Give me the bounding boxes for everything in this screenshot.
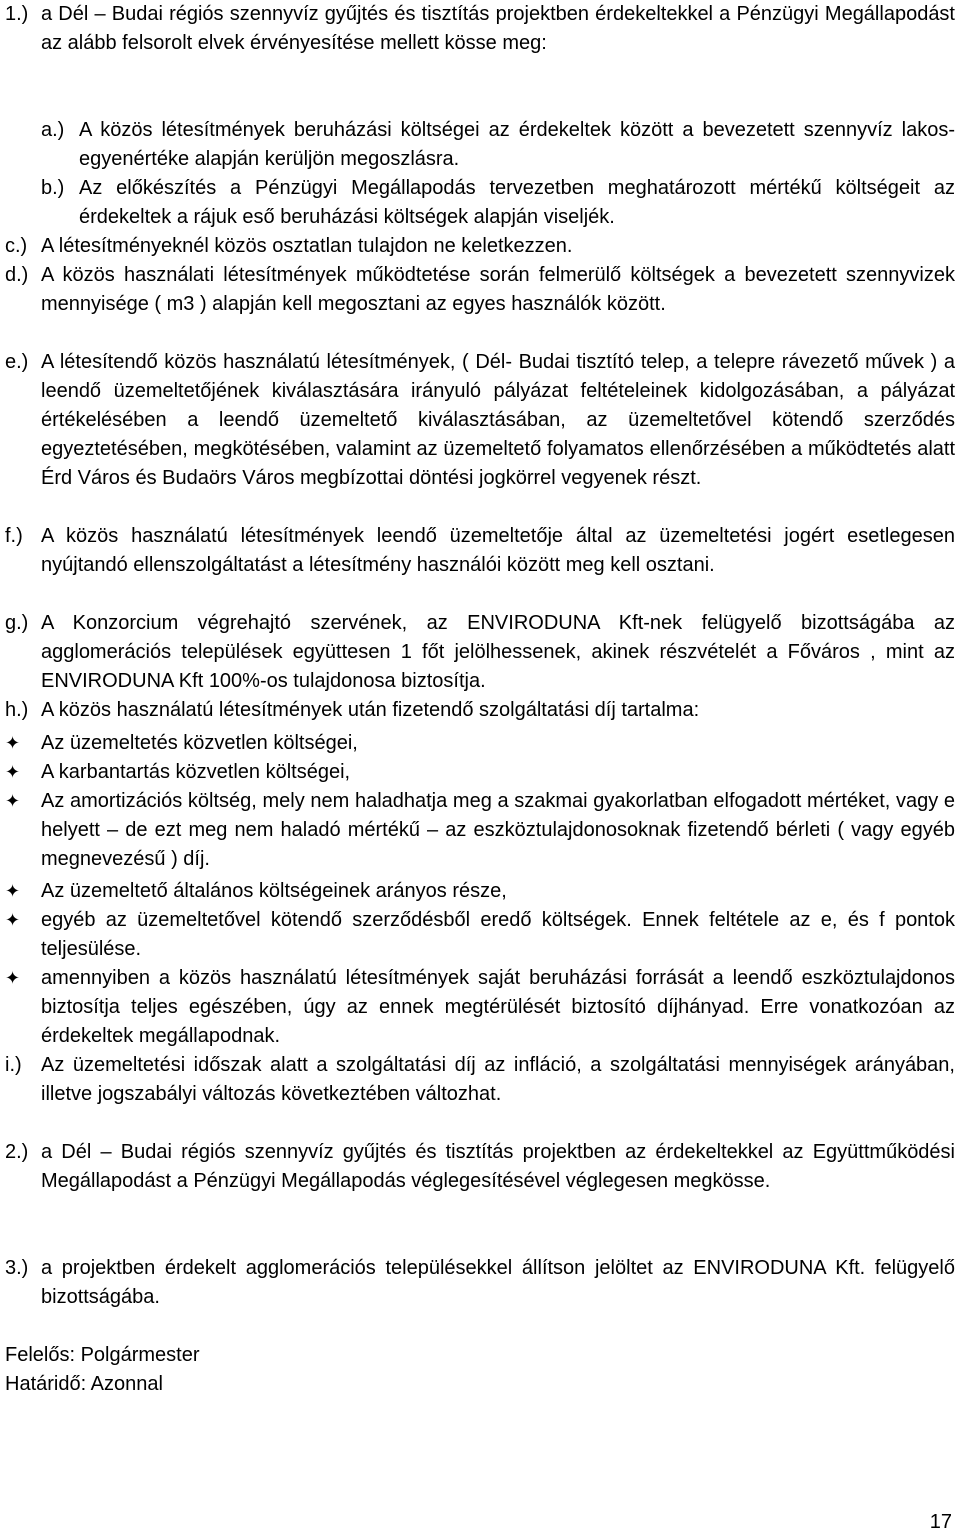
item-text: A közös használatú létesítmények leendő üzemeltetője által az üzemeltetési jogért esetlegesen nyújtandó ellenszolgáltatást a létesítmény használói között meg kell osztani. bbox=[41, 525, 955, 576]
diamond-bullet-icon: ✦ bbox=[5, 733, 21, 753]
bullet-text: Az üzemeltető általános költségeinek arányos része, bbox=[41, 880, 507, 902]
item-text: A létesítendő közös használatú létesítmények, ( Dél- Budai tisztító telep, a telepre rávezető művek ) a leendő üzemeltetőjének kiválasztására irányuló pályázat feltételeinek kidolgozásában, a pályázat értékelésében a leendő üzemeltető kiválasztásában, az üzemeltetővel kötendő szerződés egyeztetésében, megkötésében, valamint az üzemeltető folyamatos ellenőrzésében a működtetés alatt Érd Város és Budaörs Város megbízottai döntési jogkörrel vegyenek részt. bbox=[41, 351, 955, 489]
diamond-bullet-icon: ✦ bbox=[5, 968, 21, 988]
point-2-number: 2.) bbox=[5, 1141, 29, 1163]
item-d bbox=[5, 261, 955, 319]
item-text: A közös létesítmények beruházási költségei az érdekeltek között a bevezetett szennyvíz lakos-egyenértéke alapján kerüljön megoszlásra. bbox=[79, 119, 955, 170]
item-e bbox=[5, 348, 955, 493]
item-label: c.) bbox=[5, 235, 28, 257]
item-text: A közös használati létesítmények működtetése során felmerülő költségek a bevezetett szennyvizek mennyisége ( m3 ) alapján kell megosztani az egyes használók között. bbox=[41, 264, 955, 315]
bullet-item bbox=[5, 787, 955, 874]
item-g bbox=[5, 609, 955, 696]
page-number: 17 bbox=[929, 1511, 952, 1533]
item-text: A Konzorcium végrehajtó szervének, az ENVIRODUNA Kft-nek felügyelő bizottságába az agglomerációs települések együttesen 1 főt jelölhessenek, akinek részvételét a Főváros , mint az ENVIRODUNA Kft 100%-os tulajdonosa biztosítja. bbox=[41, 612, 955, 692]
item-label: i.) bbox=[5, 1054, 22, 1076]
bullet-text: A karbantartás közvetlen költségei, bbox=[41, 761, 351, 783]
point-1-number: 1.) bbox=[5, 3, 29, 25]
bullet-item bbox=[5, 964, 955, 1051]
item-label: d.) bbox=[5, 264, 29, 286]
bullet-item bbox=[5, 758, 955, 787]
item-text: Az üzemeltetési időszak alatt a szolgáltatási díj az infláció, a szolgáltatási mennyiségek arányában, illetve jogszabályi változás következtében változhat. bbox=[41, 1054, 955, 1105]
responsible-line: Felelős: Polgármester bbox=[5, 1344, 200, 1366]
bullet-text: Az amortizációs költség, mely nem haladhatja meg a szakmai gyakorlatban elfogadott mértéket, vagy e helyett – de ezt meg nem haladó mértékű – az eszköztulajdonosoknak fizetendő bérleti ( vagy egyéb megnevezésű ) díj. bbox=[41, 790, 955, 870]
bullet-item bbox=[5, 729, 955, 758]
item-a bbox=[41, 116, 955, 174]
point-2 bbox=[5, 1138, 955, 1196]
point-1 bbox=[5, 0, 955, 58]
diamond-bullet-icon: ✦ bbox=[5, 791, 21, 811]
item-label: a.) bbox=[41, 119, 65, 141]
diamond-bullet-icon: ✦ bbox=[5, 762, 21, 782]
item-text: A közös használatú létesítmények után fizetendő szolgáltatási díj tartalma: bbox=[41, 699, 700, 721]
point-3 bbox=[5, 1254, 955, 1312]
deadline-line: Határidő: Azonnal bbox=[5, 1373, 163, 1395]
item-b bbox=[41, 174, 955, 232]
item-label: g.) bbox=[5, 612, 29, 634]
diamond-bullet-icon: ✦ bbox=[5, 910, 21, 930]
item-h bbox=[5, 696, 955, 725]
bullet-item bbox=[5, 906, 955, 964]
diamond-bullet-icon: ✦ bbox=[5, 881, 21, 901]
item-i bbox=[5, 1051, 955, 1109]
item-f bbox=[5, 522, 955, 580]
item-label: h.) bbox=[5, 699, 29, 721]
item-text: A létesítményeknél közös osztatlan tulajdon ne keletkezzen. bbox=[41, 235, 573, 257]
item-label: f.) bbox=[5, 525, 23, 547]
bullet-text: egyéb az üzemeltetővel kötendő szerződésből eredő költségek. Ennek feltétele az e, és f pontok teljesülése. bbox=[41, 909, 955, 960]
item-label: e.) bbox=[5, 351, 29, 373]
item-c bbox=[5, 232, 955, 261]
point-3-number: 3.) bbox=[5, 1257, 29, 1279]
bullet-text: Az üzemeltetés közvetlen költségei, bbox=[41, 732, 358, 754]
bullet-item bbox=[5, 877, 955, 906]
point-3-text: a projektben érdekelt agglomerációs településekkel állítson jelöltet az ENVIRODUNA Kft. felügyelő bizottságába. bbox=[41, 1257, 955, 1308]
item-label: b.) bbox=[41, 177, 65, 199]
bullet-text: amennyiben a közös használatú létesítmények saját beruházási forrását a leendő eszköztulajdonos biztosítja teljes egészében, úgy az ennek megtérülését biztosító díjhányad. Erre vonatkozóan az érdekeltek megállapodnak. bbox=[41, 967, 955, 1047]
point-2-text: a Dél – Budai régiós szennyvíz gyűjtés és tisztítás projektben az érdekeltekkel az Együttműködési Megállapodást a Pénzügyi Megállapodás véglegesítésével véglegesen megkösse. bbox=[41, 1141, 955, 1192]
item-text: Az előkészítés a Pénzügyi Megállapodás tervezetben meghatározott mértékű költségeit az érdekeltek a rájuk eső beruházási költségek alapján viseljék. bbox=[79, 177, 955, 228]
point-1-text: a Dél – Budai régiós szennyvíz gyűjtés és tisztítás projektben érdekeltekkel a Pénzügyi Megállapodást az alább felsorolt elvek érvényesítése mellett kösse meg: bbox=[41, 3, 955, 54]
